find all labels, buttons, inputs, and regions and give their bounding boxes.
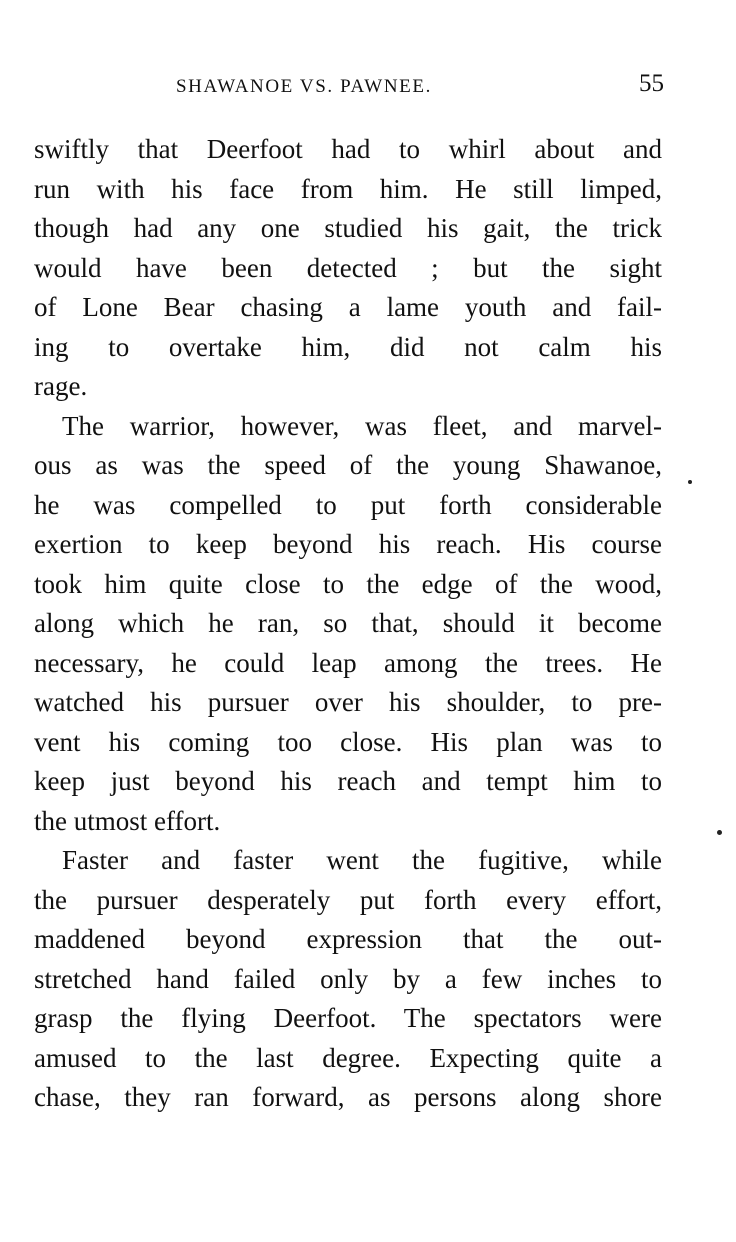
text-line: Faster and faster went the fugitive, while xyxy=(62,845,662,875)
text-line: ing to overtake him, did not calm his xyxy=(34,331,662,362)
print-speck xyxy=(717,830,722,835)
running-title: SHAWANOE VS. PAWNEE. xyxy=(176,76,432,97)
text-line: ous as was the speed of the young Shawanoe, xyxy=(34,450,662,480)
text-line: The warrior, however, was fleet, and marvel- xyxy=(62,410,662,441)
text-line: of Lone Bear chasing a lame youth and fail- xyxy=(34,292,662,322)
text-line: the utmost effort. xyxy=(34,805,221,836)
text-line: chase, they ran forward, as persons along shore xyxy=(34,1082,662,1112)
text-line: vent his coming too close. His plan was to xyxy=(34,726,662,757)
print-speck xyxy=(688,480,692,484)
paragraph-3 xyxy=(34,841,662,1118)
text-line: though had any one studied his gait, the trick xyxy=(34,213,662,243)
text-line: the pursuer desperately put forth every effort, xyxy=(34,884,662,915)
body-text xyxy=(34,130,662,1118)
paragraph-2 xyxy=(34,407,662,842)
text-line: keep just beyond his reach and tempt him to xyxy=(34,766,662,796)
page-number: 55 xyxy=(639,70,664,97)
text-line: would have been detected ; but the sight xyxy=(34,252,662,283)
text-line: rage. xyxy=(34,371,88,401)
text-line: along which he ran, so that, should it become xyxy=(34,608,662,638)
text-line: exertion to keep beyond his reach. His course xyxy=(34,529,662,559)
text-line: amused to the last degree. Expecting quite a xyxy=(34,1042,662,1073)
text-line: run with his face from him. He still limped, xyxy=(34,173,662,204)
text-line: he was compelled to put forth considerable xyxy=(34,489,662,520)
text-line: watched his pursuer over his shoulder, to pre- xyxy=(34,687,662,717)
text-line: maddened beyond expression that the out- xyxy=(34,924,662,954)
running-head xyxy=(34,68,664,104)
text-line: swiftly that Deerfoot had to whirl about and xyxy=(34,134,662,164)
text-line: necessary, he could leap among the trees. He xyxy=(34,647,662,678)
text-line: took him quite close to the edge of the wood, xyxy=(34,568,662,599)
text-line: stretched hand failed only by a few inches to xyxy=(34,963,662,994)
paragraph-1 xyxy=(34,130,662,407)
text-line: grasp the flying Deerfoot. The spectators were xyxy=(34,1003,662,1033)
